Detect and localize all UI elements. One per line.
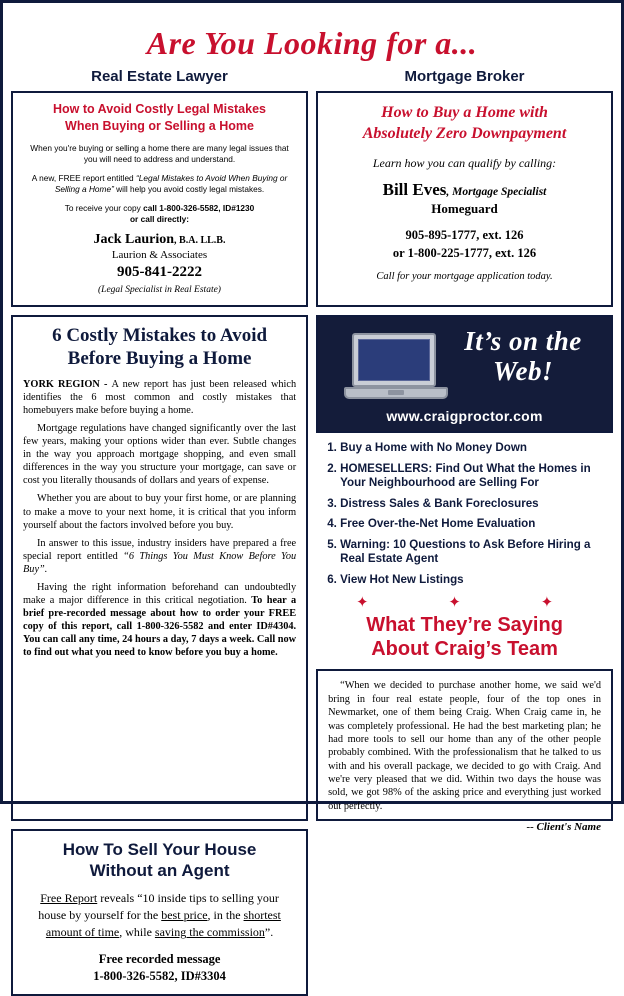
lawyer-specialty: (Legal Specialist in Real Estate) [98, 285, 221, 296]
lawyer-ad-p2-pre: A new, FREE report entitled [31, 172, 136, 183]
web-promo-script [443, 327, 603, 385]
sell-house-box [11, 829, 308, 995]
top-ads-row [11, 91, 613, 307]
flyer-inner [11, 11, 613, 983]
sell-house-footer [25, 951, 294, 984]
broker-ad-box [316, 91, 613, 307]
broker-name [328, 180, 601, 200]
bottom-row [11, 821, 613, 995]
list-item[interactable]: 2. HOMESELLERS: Find Out What the Homes in Your Neighbourhood are Selling For [340, 462, 609, 491]
list-item[interactable]: 3. Distress Sales & Bank Foreclosures [340, 497, 609, 511]
lawyer-ad-box [11, 91, 308, 307]
lawyer-ad-paragraph-2 [29, 173, 290, 196]
laptop-screen-inner [358, 339, 430, 381]
column-heading-broker: Mortgage Broker [404, 68, 525, 85]
article-title-line2: Before Buying a Home [67, 348, 252, 370]
lawyer-ad-title-line2: When Buying or Selling a Home [65, 118, 254, 133]
testimonial-quote: “When we decided to purchase another home, we said we'd bring in four real estate people, four of the top ones in Newmarket, one of them being Craig. When Craig came in, he was completely professional. He had the best marketing plan; he had more tools to sell our home than any of the other people probably combined. With the professionalism that he talked to us with and his overall package, we decided to go with Craig. And we're very pleased that we did. Within two days the house was sold, we got 98% of the asking price and everything just worked out perfectly. [328, 680, 601, 812]
article-paragraph-5 [23, 581, 296, 659]
sell-house-footer-line1: Free recorded message [98, 952, 221, 967]
broker-ad-title-line1: How to Buy a Home with [381, 104, 548, 121]
lawyer-ad-p3-line2: or call directly: [129, 213, 190, 224]
web-promo-line1: It’s on the [464, 326, 582, 357]
article-p5-pre: Having the right information beforehand can undoubtedly make a major difference in this critical negotiation. [23, 581, 297, 606]
list-item[interactable]: 6. View Hot New Listings [340, 573, 609, 587]
sell-house-body [25, 890, 294, 941]
article-p4-pre: In answer to this issue, industry insiders have prepared a free special report entitled [23, 537, 297, 562]
list-item[interactable]: 4. Free Over-the-Net Home Evaluation [340, 517, 609, 531]
lawyer-ad-title-line1: How to Avoid Costly Legal Mistakes [52, 102, 266, 116]
website-url[interactable]: www.craigproctor.com [386, 408, 543, 425]
shortest-time-label: shortest amount of time [45, 908, 281, 940]
lawyer-ad-hotline: call 1-800-326-5582, ID#1230 [143, 202, 255, 213]
lawyer-ad-title [23, 101, 296, 135]
broker-footer: Call for your mortgage application today. [376, 270, 553, 282]
saving-commission-label: saving the commission [154, 925, 265, 940]
page-title: Are You Looking for a... [146, 25, 478, 61]
laptop-screen [352, 333, 436, 387]
testimonial-box [316, 669, 613, 834]
diamond-divider-icon: ✦ ✦ ✦ [355, 595, 592, 612]
sell-house-footer-line2: 1-800-326-5582, ID#3304 [93, 968, 226, 983]
broker-role: , Mortgage Specialist [446, 185, 547, 198]
lawyer-name [23, 232, 296, 248]
lawyer-ad-p2-post: will help you avoid costly legal mistakes. [113, 184, 265, 195]
broker-name-text: Bill Eves [382, 179, 447, 199]
column-heading-lawyer: Real Estate Lawyer [91, 68, 228, 85]
article-dateline: YORK REGION - [23, 378, 112, 390]
testimonials-heading-line2: About Craig’s Team [371, 637, 558, 660]
list-item[interactable]: 5. Warning: 10 Questions to Ask Before Hiring a Real Estate Agent [340, 538, 609, 567]
article-title-line1: 6 Costly Mistakes to Avoid [52, 325, 268, 347]
best-price-label: best price [161, 908, 208, 923]
lawyer-ad-report-title: “Legal Mistakes to Avoid When Buying or Selling a Home” [54, 172, 288, 195]
broker-phone-1: 905-895-1777, ext. 126 [405, 227, 524, 242]
broker-ad-title [328, 103, 601, 145]
laptop-icon [344, 333, 448, 405]
testimonial-signature: -- Client's Name [526, 821, 601, 834]
article-title [23, 325, 296, 371]
laptop-trackpad [388, 390, 404, 395]
web-promo-box [316, 315, 613, 433]
testimonials-heading [316, 614, 613, 661]
broker-company: Homeguard [431, 200, 498, 216]
lawyer-firm: Laurion & Associates [111, 249, 208, 262]
middle-row [11, 315, 613, 834]
lawyer-phone: 905-841-2222 [117, 264, 202, 281]
list-item[interactable]: 1. Buy a Home with No Money Down [340, 441, 609, 455]
lawyer-credentials: , B.A. LL.B. [174, 235, 226, 247]
broker-phones [328, 226, 601, 262]
article-box [11, 315, 308, 821]
article-paragraph-1 [23, 378, 296, 417]
sell-house-title-line1: How To Sell Your House [62, 840, 257, 860]
article-report-title: “6 Things You Must Know Before You Buy”. [23, 550, 297, 575]
article-paragraph-4 [23, 537, 296, 576]
article-call-to-action: To hear a brief pre-recorded message about how to order your FREE copy of this report, call 1-800-326-5582 and enter ID#4304. You can call any time, 24 hours a day, 7 days a week. Call now to find out what you need to know before you buy a home. [23, 594, 297, 659]
free-report-label: Free Report [40, 891, 98, 906]
lawyer-name-text: Jack Laurion [93, 232, 175, 248]
right-column [316, 315, 613, 834]
testimonials-heading-line1: What They’re Saying [366, 614, 563, 637]
sell-house-title [25, 840, 294, 881]
sell-house-title-line2: Without an Agent [89, 860, 230, 880]
broker-phone-2: or 1-800-225-1777, ext. 126 [392, 245, 537, 260]
column-headings [11, 68, 613, 85]
lawyer-ad-paragraph-1: When you're buying or selling a home there are many legal issues that you will need to address and understand. [30, 142, 289, 165]
article-paragraph-3: Whether you are about to buy your first home, or are planning to make a move to your next home, it is critical that you inform yourself about the factors involved before you buy. [23, 493, 297, 531]
broker-ad-title-line2: Absolutely Zero Downpayment [362, 124, 567, 142]
article-paragraph-2: Mortgage regulations have changed significantly over the last few years, making your options wider than ever. Subtle changes in the way you approach mortgage shopping, and even small differences in the way you structure your mortgage, can save or cost you literally thousands of dollars and years of expense. [23, 423, 297, 487]
offers-list-container [316, 439, 613, 587]
sell-body-1: reveals “10 inside tips to selling your house by yourself for the [38, 891, 279, 923]
lawyer-ad-p3-pre: To receive your copy [64, 202, 144, 213]
web-promo-line2: Web! [493, 355, 553, 386]
sell-body-2: , in the [207, 908, 244, 923]
lawyer-ad-paragraph-3 [29, 203, 290, 226]
broker-ad-subtitle: Learn how you can qualify by calling: [372, 155, 557, 170]
offers-list [320, 441, 609, 587]
sell-body-4: ”. [264, 925, 274, 940]
article-p1-text: A new report has just been released which identifies the 6 most common and costly mistakes that homebuyers make before buying a home. [23, 378, 297, 417]
sell-body-3: , while [119, 925, 155, 940]
